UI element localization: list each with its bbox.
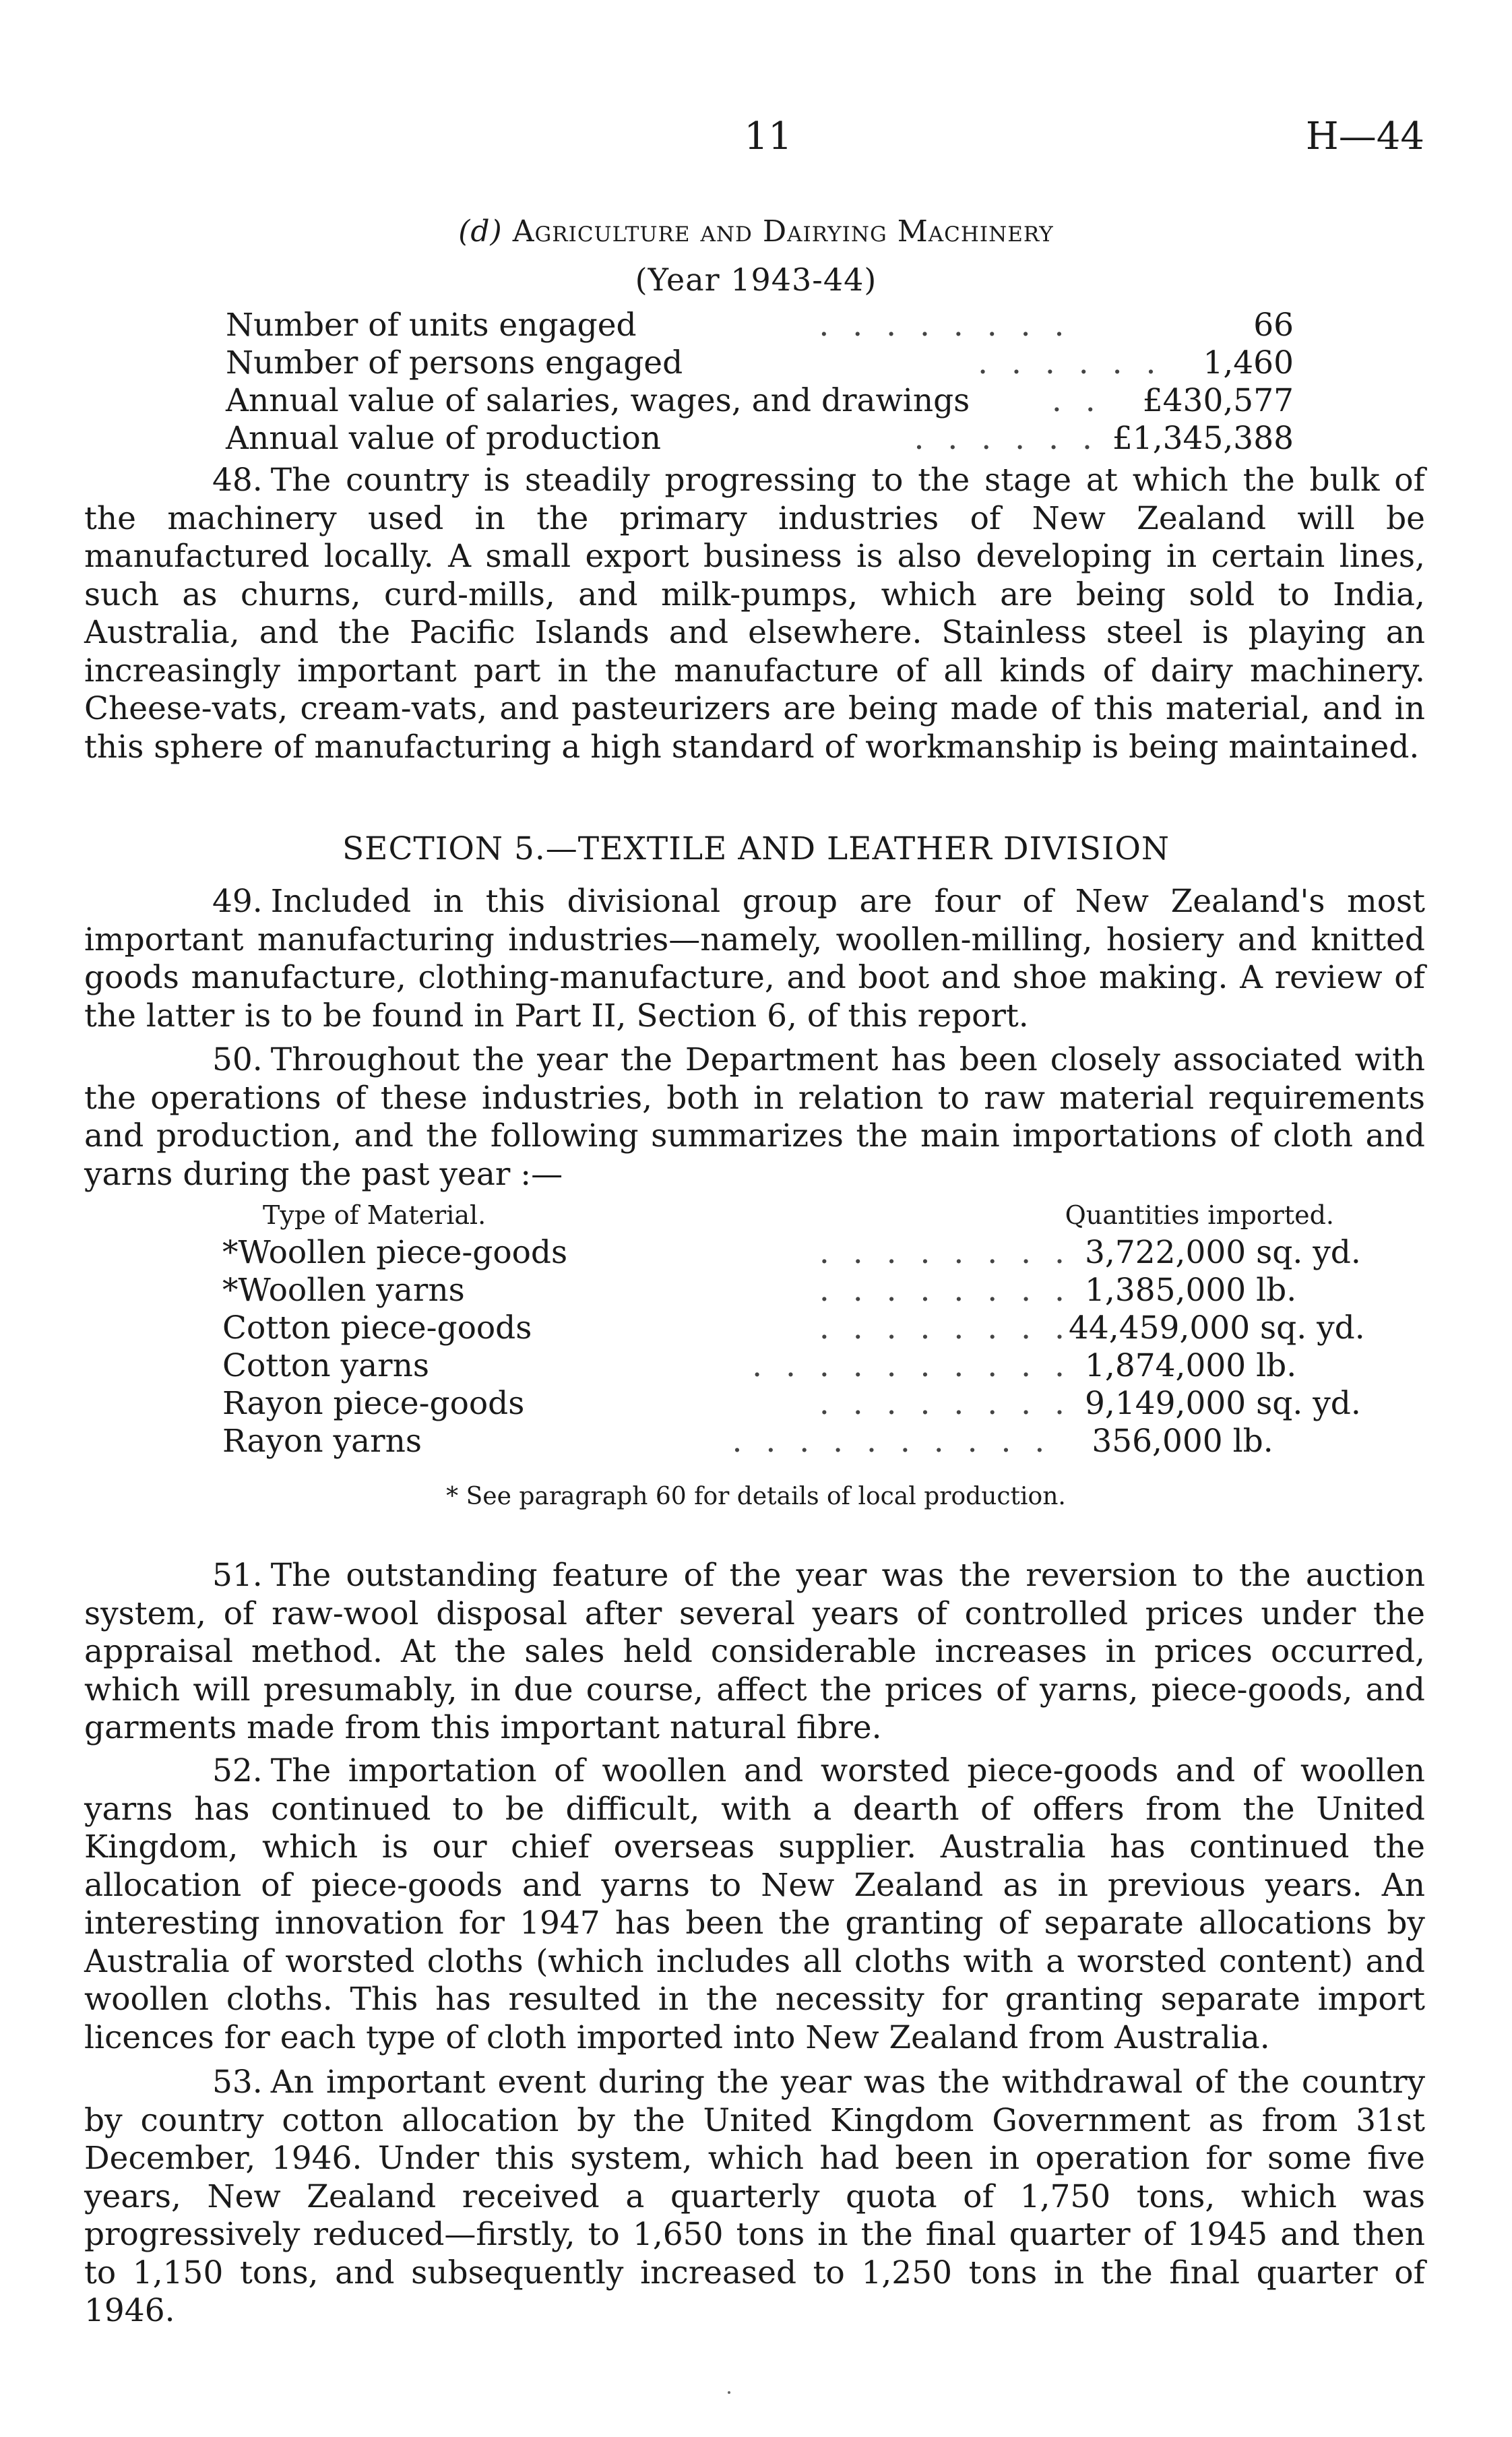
table-cell-quantity: 3,722,000 sq. yd.: [1085, 1234, 1361, 1271]
stat-row: [226, 420, 1294, 458]
column-header-material: Type of Material.: [263, 1200, 486, 1230]
paragraph-number: 52.: [212, 1752, 263, 1789]
paragraph-text: The country is steadily progressing to the stage at which the bulk of the machinery used in the primary industries of New Zealand will be manufactured locally. A small export business is also developing in certain lines, such as churns, curd-mills, and milk-pumps, which are being sold to India, Australia, and the Pacific Islands and elsewhere. Stainless steel is playing an increasingly important part in the manufacture of all kinds of dairy machinery. Cheese-vats, cream-vats, and pasteurizers are being made of this material, and in this sphere of manufacturing a high standard of workmanship is being maintained.: [84, 462, 1425, 766]
stat-label: Annual value of production: [226, 420, 662, 457]
paragraph-text: Included in this divisional group are four of New Zealand's most important manufacturing industries—namely, woollen-milling, hosiery and knitted goods manufacture, clothing-manufacture, and boot and shoe making. A review of the latter is to be found in Part II, Section 6, of this report.: [84, 883, 1425, 1035]
stat-leader: . .: [1051, 382, 1102, 419]
stat-leader: . . . . . .: [978, 344, 1163, 381]
paragraph-51: [84, 1557, 1425, 1748]
paragraph-text: The outstanding feature of the year was the reversion to the auction system, of raw-wool disposal after several years of controlled prices under the appraisal method. At the sales held considerable increases in prices occurred, which will presumably, in due course, affect the prices of yarns, piece-goods, and garments made from this important natural fibre.: [84, 1557, 1425, 1746]
table-cell-material: Rayon piece-goods: [222, 1385, 525, 1422]
machinery-stats: [226, 307, 1294, 458]
stat-value: 66: [1253, 307, 1294, 344]
paragraph-text: The importation of woollen and worsted piece-goods and of woollen yarns has continued to be difficult, with a dearth of offers from the United Kingdom, which is our chief overseas supplier. Australia has continued the allocation of piece-goods and yarns to New Zealand as in previous years. An interesting innovation for 1947 has been the granting of separate allocations by Australia of worsted cloths (which includes all cloths with a worsted content) and woollen cloths. This has resulted in the necessity for granting separate import licences for each type of cloth imported into New Zealand from Australia.: [84, 1752, 1425, 2056]
machinery-heading-letter: (d): [458, 214, 503, 249]
paragraph-number: 48.: [212, 462, 263, 499]
table-cell-quantity: 1,385,000 lb.: [1085, 1272, 1297, 1309]
table-cell-leader: . . . . . . . . . .: [732, 1423, 1052, 1460]
stat-row: [226, 307, 1294, 344]
table-header: [222, 1196, 1381, 1234]
table-cell-leader: . . . . . . . .: [819, 1272, 1071, 1309]
table-cell-quantity: 1,874,000 lb.: [1085, 1347, 1297, 1384]
stat-value: 1,460: [1203, 344, 1294, 381]
table-cell-quantity: 356,000 lb.: [1092, 1423, 1273, 1460]
stat-label: Number of persons engaged: [226, 344, 683, 381]
stat-value: £1,345,388: [1112, 420, 1294, 457]
paragraph-text: Throughout the year the Department has been closely associated with the operations of these industries, both in relation to raw material requirements and production, and the following summarizes the main importations of cloth and yarns during the past year :—: [84, 1041, 1425, 1193]
table-row: [222, 1385, 1381, 1423]
table-row: [222, 1423, 1381, 1460]
paragraph-number: 51.: [212, 1557, 263, 1594]
table-cell-material: Cotton yarns: [222, 1347, 429, 1384]
print-mark: [728, 2391, 730, 2394]
paragraph-50: [84, 1041, 1425, 1194]
machinery-heading: [0, 214, 1512, 249]
paragraph-number: 53.: [212, 2064, 263, 2101]
imports-table: [222, 1196, 1381, 1460]
document-reference: H—44: [1305, 115, 1424, 158]
paragraph-49: [84, 883, 1425, 1035]
paragraph-48: [84, 462, 1425, 766]
paragraph-number: 49.: [212, 883, 263, 920]
stat-label: Number of units engaged: [226, 307, 637, 344]
stat-leader: . . . . . .: [914, 420, 1099, 457]
table-row: [222, 1347, 1381, 1385]
page-number: 11: [744, 115, 792, 158]
table-row: [222, 1309, 1381, 1347]
table-cell-leader: . . . . . . . . . .: [752, 1347, 1071, 1384]
table-cell-quantity: 9,149,000 sq. yd.: [1085, 1385, 1361, 1422]
machinery-heading-text: Agriculture and Dairying Machinery: [512, 214, 1054, 249]
table-footnote: * See paragraph 60 for details of local production.: [446, 1483, 1066, 1510]
paragraph-text: An important event during the year was the withdrawal of the country by country cotton allocation by the United Kingdom Government as from 31st December, 1946. Under this system, which had been in operation for some five years, New Zealand received a quarterly quota of 1,750 tons, which was progressively reduced—firstly, to 1,650 tons in the final quarter of 1945 and then to 1,150 tons, and subsequently increased to 1,250 tons in the final quarter of 1946.: [84, 2064, 1425, 2329]
paragraph-53: [84, 2064, 1425, 2331]
table-cell-leader: . . . . . . . .: [819, 1234, 1071, 1271]
stat-label: Annual value of salaries, wages, and drawings: [226, 382, 970, 419]
table-cell-material: *Woollen yarns: [222, 1272, 465, 1309]
column-header-quantity: Quantities imported.: [1065, 1200, 1334, 1230]
table-row: [222, 1272, 1381, 1309]
stat-leader: . . . . . . . .: [819, 307, 1071, 344]
stat-row: [226, 344, 1294, 382]
paragraph-number: 50.: [212, 1041, 263, 1078]
table-cell-material: *Woollen piece-goods: [222, 1234, 568, 1271]
table-cell-material: Rayon yarns: [222, 1423, 422, 1460]
paragraph-52: [84, 1752, 1425, 2057]
table-row: [222, 1234, 1381, 1272]
stat-value: £430,577: [1142, 382, 1294, 419]
table-cell-leader: . . . . . . . .: [819, 1385, 1071, 1422]
table-cell-quantity: 44,459,000 sq. yd.: [1069, 1309, 1365, 1347]
table-cell-leader: . . . . . . . .: [819, 1309, 1071, 1347]
machinery-year: (Year 1943-44): [635, 261, 877, 298]
table-cell-material: Cotton piece-goods: [222, 1309, 532, 1347]
section-5-title: SECTION 5.—TEXTILE AND LEATHER DIVISION: [342, 830, 1170, 867]
stat-row: [226, 382, 1294, 420]
